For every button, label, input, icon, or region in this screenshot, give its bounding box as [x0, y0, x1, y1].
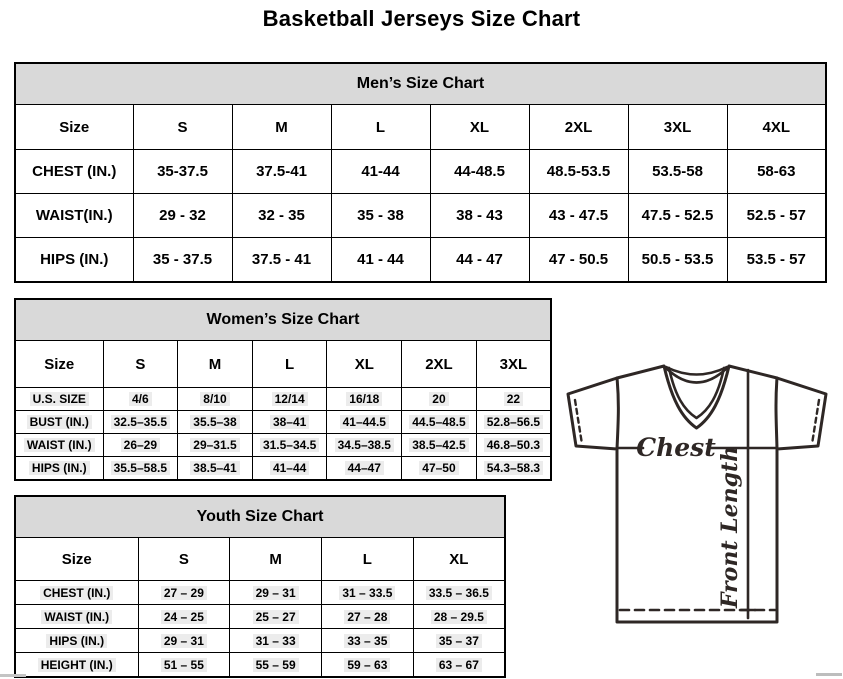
women-cell: 8/10 [178, 388, 253, 411]
men-cell: 29 - 32 [133, 194, 232, 238]
jersey-measurement-diagram [556, 360, 838, 630]
women-row-label-2: WAIST (IN.) [15, 434, 103, 457]
youth-data-row-3 [15, 653, 505, 678]
youth-column-header-xl: XL [413, 538, 505, 581]
youth-row-label-2: HIPS (IN.) [15, 629, 138, 653]
youth-data-row-0 [15, 581, 505, 605]
women-column-header-2xl: 2XL [402, 341, 477, 388]
women-row-label-1: BUST (IN.) [15, 411, 103, 434]
youth-cell: 33.5 – 36.5 [413, 581, 505, 605]
women-cell: 22 [476, 388, 551, 411]
women-cell: 38.5–42.5 [402, 434, 477, 457]
women-cell: 16/18 [327, 388, 402, 411]
men-cell: 38 - 43 [430, 194, 529, 238]
youth-cell: 29 – 31 [230, 581, 322, 605]
youth-column-header-l: L [322, 538, 414, 581]
youth-cell: 25 – 27 [230, 605, 322, 629]
youth-row-label-0: CHEST (IN.) [15, 581, 138, 605]
men-table-title: Men’s Size Chart [15, 63, 826, 105]
men-row-label-0: CHEST (IN.) [15, 150, 133, 194]
men-cell: 43 - 47.5 [529, 194, 628, 238]
women-cell: 12/14 [252, 388, 327, 411]
youth-table-title: Youth Size Chart [15, 496, 505, 538]
men-cell: 58-63 [727, 150, 826, 194]
men-cell: 32 - 35 [232, 194, 331, 238]
women-data-row-2 [15, 434, 551, 457]
men-data-row-1 [15, 194, 826, 238]
women-cell: 46.8–50.3 [476, 434, 551, 457]
right-sleeve-seam [776, 378, 777, 449]
men-column-header-4xl: 4XL [727, 105, 826, 150]
men-column-header-s: S [133, 105, 232, 150]
youth-cell: 35 – 37 [413, 629, 505, 653]
women-cell: 35.5–38 [178, 411, 253, 434]
women-data-row-3 [15, 457, 551, 481]
women-data-row-1 [15, 411, 551, 434]
front-length-label: Front Length [717, 445, 743, 609]
women-row-label-3: HIPS (IN.) [15, 457, 103, 481]
men-cell: 37.5-41 [232, 150, 331, 194]
women-cell: 26–29 [103, 434, 178, 457]
men-cell: 52.5 - 57 [727, 194, 826, 238]
women-cell: 44–47 [327, 457, 402, 481]
women-cell: 35.5–58.5 [103, 457, 178, 481]
women-cell: 20 [402, 388, 477, 411]
men-cell: 50.5 - 53.5 [628, 238, 727, 283]
left-sleeve-seam [617, 378, 618, 449]
women-column-header-3xl: 3XL [476, 341, 551, 388]
men-column-header-m: M [232, 105, 331, 150]
youth-size-label: Size [15, 538, 138, 581]
youth-cell: 55 – 59 [230, 653, 322, 678]
women-column-header-l: L [252, 341, 327, 388]
women-column-header-xl: XL [327, 341, 402, 388]
men-column-header-2xl: 2XL [529, 105, 628, 150]
women-cell: 32.5–35.5 [103, 411, 178, 434]
men-cell: 47.5 - 52.5 [628, 194, 727, 238]
youth-cell: 59 – 63 [322, 653, 414, 678]
men-cell: 48.5-53.5 [529, 150, 628, 194]
men-column-header-3xl: 3XL [628, 105, 727, 150]
collar-back-arc-1 [666, 367, 727, 375]
men-cell: 37.5 - 41 [232, 238, 331, 283]
women-column-header-m: M [178, 341, 253, 388]
men-cell: 44 - 47 [430, 238, 529, 283]
youth-row-label-1: WAIST (IN.) [15, 605, 138, 629]
women-cell: 54.3–58.3 [476, 457, 551, 481]
men-cell: 44-48.5 [430, 150, 529, 194]
chest-label: Chest [636, 433, 716, 462]
womens-size-chart [14, 298, 552, 481]
youth-cell: 51 – 55 [138, 653, 230, 678]
youth-cell: 63 – 67 [413, 653, 505, 678]
horizontal-scrollbar-fragment-left[interactable] [0, 674, 26, 677]
men-cell: 41 - 44 [331, 238, 430, 283]
men-cell: 41-44 [331, 150, 430, 194]
men-cell: 35 - 38 [331, 194, 430, 238]
men-column-header-xl: XL [430, 105, 529, 150]
youth-cell: 24 – 25 [138, 605, 230, 629]
men-data-row-0 [15, 150, 826, 194]
mens-size-chart [14, 62, 827, 283]
men-cell: 47 - 50.5 [529, 238, 628, 283]
women-cell: 29–31.5 [178, 434, 253, 457]
women-column-header-s: S [103, 341, 178, 388]
youth-size-chart [14, 495, 506, 678]
men-size-label: Size [15, 105, 133, 150]
women-cell: 44.5–48.5 [402, 411, 477, 434]
youth-row-label-3: HEIGHT (IN.) [15, 653, 138, 678]
horizontal-scrollbar-fragment-right[interactable] [816, 673, 842, 676]
women-size-label: Size [15, 341, 103, 388]
youth-cell: 28 – 29.5 [413, 605, 505, 629]
youth-cell: 29 – 31 [138, 629, 230, 653]
women-cell: 38–41 [252, 411, 327, 434]
youth-cell: 31 – 33 [230, 629, 322, 653]
youth-column-header-s: S [138, 538, 230, 581]
women-table-title: Women’s Size Chart [15, 299, 551, 341]
men-column-header-l: L [331, 105, 430, 150]
women-cell: 31.5–34.5 [252, 434, 327, 457]
men-row-label-1: WAIST(IN.) [15, 194, 133, 238]
women-cell: 4/6 [103, 388, 178, 411]
women-cell: 41–44 [252, 457, 327, 481]
youth-header-row [15, 538, 505, 581]
youth-column-header-m: M [230, 538, 322, 581]
women-row-label-0: U.S. SIZE [15, 388, 103, 411]
youth-cell: 27 – 29 [138, 581, 230, 605]
women-cell: 34.5–38.5 [327, 434, 402, 457]
women-cell: 41–44.5 [327, 411, 402, 434]
men-cell: 35-37.5 [133, 150, 232, 194]
men-header-row [15, 105, 826, 150]
youth-cell: 27 – 28 [322, 605, 414, 629]
women-data-row-0 [15, 388, 551, 411]
youth-cell: 33 – 35 [322, 629, 414, 653]
youth-data-row-2 [15, 629, 505, 653]
youth-data-row-1 [15, 605, 505, 629]
women-cell: 47–50 [402, 457, 477, 481]
men-cell: 53.5-58 [628, 150, 727, 194]
women-header-row [15, 341, 551, 388]
women-cell: 52.8–56.5 [476, 411, 551, 434]
men-cell: 35 - 37.5 [133, 238, 232, 283]
page-title: Basketball Jerseys Size Chart [262, 6, 581, 31]
women-cell: 38.5–41 [178, 457, 253, 481]
men-row-label-2: HIPS (IN.) [15, 238, 133, 283]
men-data-row-2 [15, 238, 826, 283]
men-cell: 53.5 - 57 [727, 238, 826, 283]
jersey-outline [568, 366, 826, 622]
youth-cell: 31 – 33.5 [322, 581, 414, 605]
